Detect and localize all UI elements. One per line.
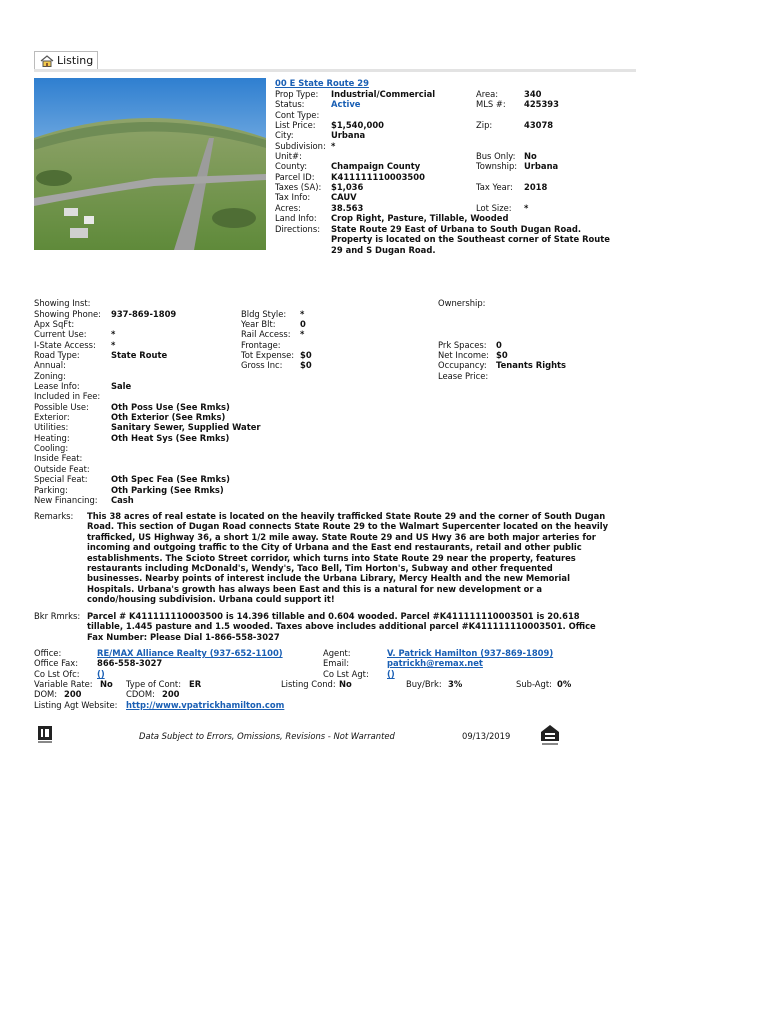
parking-label: Parking: bbox=[34, 485, 68, 495]
equal-housing-icon bbox=[540, 724, 560, 746]
gross-inc-label: Gross Inc: bbox=[241, 360, 283, 370]
net-income-value: $0 bbox=[496, 350, 508, 360]
subdivision-value: * bbox=[331, 141, 336, 151]
co-lst-ofc-link[interactable]: () bbox=[97, 669, 105, 679]
remarks-label: Remarks: bbox=[34, 511, 74, 521]
city-value: Urbana bbox=[331, 130, 366, 140]
city-label: City: bbox=[275, 130, 294, 140]
variable-rate-value: No bbox=[100, 679, 113, 689]
new-financing-value: Cash bbox=[111, 495, 134, 505]
tax-info-label: Tax Info: bbox=[275, 192, 311, 202]
taxes-value: $1,036 bbox=[331, 182, 364, 192]
i-state-access-label: I-State Access: bbox=[34, 340, 96, 350]
showing-phone-value: 937-869-1809 bbox=[111, 309, 177, 319]
prop-type-value: Industrial/Commercial bbox=[331, 89, 436, 99]
dom-label: DOM: bbox=[34, 689, 58, 699]
prop-type-label: Prop Type: bbox=[275, 89, 319, 99]
realtor-logo bbox=[38, 726, 52, 744]
county-label: County: bbox=[275, 161, 308, 171]
mls-value: 425393 bbox=[524, 99, 559, 109]
home-icon bbox=[40, 55, 54, 67]
area-value: 340 bbox=[524, 89, 542, 99]
type-of-cont-label: Type of Cont: bbox=[126, 679, 182, 689]
possible-use-value: Oth Poss Use (See Rmks) bbox=[111, 402, 230, 412]
print-date: 09/13/2019 bbox=[462, 731, 511, 741]
email-label: Email: bbox=[323, 658, 350, 668]
mls-label: MLS #: bbox=[476, 99, 506, 109]
prk-spaces-value: 0 bbox=[496, 340, 502, 350]
listing-cond-label: Listing Cond: bbox=[281, 679, 336, 689]
co-lst-agt-label: Co Lst Agt: bbox=[323, 669, 369, 679]
buy-brk-label: Buy/Brk: bbox=[406, 679, 442, 689]
tax-info-value: CAUV bbox=[331, 192, 357, 202]
road-type-label: Road Type: bbox=[34, 350, 80, 360]
remarks-text: This 38 acres of real estate is located on the heavily trafficked State Route 29 and the corner of South Dugan Road. This section of Dugan Road connects State Route 29 to the Walmart Supercenter located on the heavily trafficked, US Highway 36, a short 1/2 mile away. State Route 29 and US Hwy 36 are both major arteries for incoming and outgoing traffic to the City of Urbana and the East end restaurants, retail and other public establishments. The Scioto Street corridor, which turns into State Route 29 near the property, features restaurants including McDonald's, Wendy's, Taco Bell, Tim Horton's, Subway and other frequented businesses. Nearby points of interest include the Urbana Library, Mercy Health and the new Memorial Hospitals. Urbana's growth has always been East and this is a natural for new development or a condo/housing subdivision. Urbana could support it! bbox=[87, 511, 609, 605]
new-financing-label: New Financing: bbox=[34, 495, 98, 505]
exterior-label: Exterior: bbox=[34, 412, 70, 422]
status-value: Active bbox=[331, 99, 361, 109]
possible-use-label: Possible Use: bbox=[34, 402, 89, 412]
parcel-id-label: Parcel ID: bbox=[275, 172, 315, 182]
heating-label: Heating: bbox=[34, 433, 70, 443]
tab-underline bbox=[34, 69, 636, 72]
acres-value: 38.563 bbox=[331, 203, 364, 213]
county-value: Champaign County bbox=[331, 161, 421, 171]
bkr-remarks-text: Parcel # K411111110003500 is 14.396 tillable and 0.604 wooded. Parcel #K411111110003501 is 20.618 tillable, 1.445 pasture and 1.5 wooded. Taxes above includes additional parcel #K411111110003501. Office Fax Number: Please Dial 1-866-558-3027 bbox=[87, 611, 596, 642]
current-use-label: Current Use: bbox=[34, 329, 87, 339]
list-price-label: List Price: bbox=[275, 120, 316, 130]
office-fax-label: Office Fax: bbox=[34, 658, 79, 668]
type-of-cont-value: ER bbox=[189, 679, 202, 689]
rail-access-value: * bbox=[300, 329, 305, 339]
office-link[interactable]: RE/MAX Alliance Realty (937-652-1100) bbox=[97, 648, 283, 658]
tab-label: Listing bbox=[57, 54, 94, 67]
area-label: Area: bbox=[476, 89, 499, 99]
disclaimer: Data Subject to Errors, Omissions, Revisions - Not Warranted bbox=[139, 731, 395, 741]
directions-label: Directions: bbox=[275, 224, 321, 234]
cdom-value: 200 bbox=[162, 689, 180, 699]
utilities-value: Sanitary Sewer, Supplied Water bbox=[111, 422, 261, 432]
zip-label: Zip: bbox=[476, 120, 493, 130]
tot-expense-value: $0 bbox=[300, 350, 312, 360]
dom-value: 200 bbox=[64, 689, 82, 699]
heating-value: Oth Heat Sys (See Rmks) bbox=[111, 433, 230, 443]
tax-year-value: 2018 bbox=[524, 182, 548, 192]
lease-price-label: Lease Price: bbox=[438, 371, 489, 381]
occupancy-label: Occupancy: bbox=[438, 360, 487, 370]
list-price-value: $1,540,000 bbox=[331, 120, 384, 130]
listing-address-link[interactable]: 00 E State Route 29 bbox=[275, 78, 369, 88]
lot-size-value: * bbox=[524, 203, 529, 213]
showing-inst-label: Showing Inst: bbox=[34, 298, 91, 308]
variable-rate-label: Variable Rate: bbox=[34, 679, 93, 689]
township-label: Township: bbox=[476, 161, 518, 171]
listing-tab[interactable] bbox=[34, 51, 98, 70]
utilities-label: Utilities: bbox=[34, 422, 69, 432]
status-label: Status: bbox=[275, 99, 305, 109]
tax-year-label: Tax Year: bbox=[476, 182, 513, 192]
land-info-value: Crop Right, Pasture, Tillable, Wooded bbox=[331, 213, 509, 223]
lease-info-label: Lease Info: bbox=[34, 381, 80, 391]
bkr-remarks-label: Bkr Rmrks: bbox=[34, 611, 81, 621]
buy-brk-value: 3% bbox=[448, 679, 463, 689]
agent-link[interactable]: V. Patrick Hamilton (937-869-1809) bbox=[387, 648, 554, 658]
frontage-label: Frontage: bbox=[241, 340, 281, 350]
net-income-label: Net Income: bbox=[438, 350, 490, 360]
co-lst-agt-link[interactable]: () bbox=[387, 669, 395, 679]
land-info-label: Land Info: bbox=[275, 213, 317, 223]
apx-sqft-label: Apx SqFt: bbox=[34, 319, 75, 329]
zip-value: 43078 bbox=[524, 120, 554, 130]
zoning-label: Zoning: bbox=[34, 371, 66, 381]
listing-cond-value: No bbox=[339, 679, 352, 689]
annual-label: Annual: bbox=[34, 360, 66, 370]
parking-value: Oth Parking (See Rmks) bbox=[111, 485, 224, 495]
office-fax-value: 866-558-3027 bbox=[97, 658, 163, 668]
prk-spaces-label: Prk Spaces: bbox=[438, 340, 487, 350]
i-state-access-value: * bbox=[111, 340, 116, 350]
exterior-value: Oth Exterior (See Rmks) bbox=[111, 412, 226, 422]
office-label: Office: bbox=[34, 648, 62, 658]
gross-inc-value: $0 bbox=[300, 360, 312, 370]
email-link[interactable]: patrickh@remax.net bbox=[387, 658, 483, 668]
year-blt-value: 0 bbox=[300, 319, 306, 329]
directions-value: State Route 29 East of Urbana to South Dugan Road. Property is located on the Southeast corner of State Route 29 and S Dugan Road. bbox=[331, 224, 610, 255]
parcel-id-value: K411111110003500 bbox=[331, 172, 425, 182]
agent-website-link[interactable]: http://www.vpatrickhamilton.com bbox=[126, 700, 285, 710]
bus-only-label: Bus Only: bbox=[476, 151, 516, 161]
bus-only-value: No bbox=[524, 151, 537, 161]
property-photo[interactable] bbox=[34, 78, 266, 250]
lease-info-value: Sale bbox=[111, 381, 132, 391]
occupancy-value: Tenants Rights bbox=[496, 360, 567, 370]
showing-phone-label: Showing Phone: bbox=[34, 309, 101, 319]
outside-feat-label: Outside Feat: bbox=[34, 464, 90, 474]
inside-feat-label: Inside Feat: bbox=[34, 453, 83, 463]
bldg-style-value: * bbox=[300, 309, 305, 319]
special-feat-label: Special Feat: bbox=[34, 474, 88, 484]
lot-size-label: Lot Size: bbox=[476, 203, 512, 213]
rail-access-label: Rail Access: bbox=[241, 329, 291, 339]
year-blt-label: Year Blt: bbox=[241, 319, 276, 329]
agent-label: Agent: bbox=[323, 648, 351, 658]
taxes-label: Taxes (SA): bbox=[275, 182, 322, 192]
subdivision-label: Subdivision: bbox=[275, 141, 326, 151]
website-label: Listing Agt Website: bbox=[34, 700, 118, 710]
co-lst-ofc-label: Co Lst Ofc: bbox=[34, 669, 80, 679]
included-fee-label: Included in Fee: bbox=[34, 391, 101, 401]
tot-expense-label: Tot Expense: bbox=[241, 350, 295, 360]
special-feat-value: Oth Spec Fea (See Rmks) bbox=[111, 474, 230, 484]
sub-agt-label: Sub-Agt: bbox=[516, 679, 552, 689]
unit-label: Unit#: bbox=[275, 151, 302, 161]
current-use-value: * bbox=[111, 329, 116, 339]
cont-type-label: Cont Type: bbox=[275, 110, 320, 120]
cooling-label: Cooling: bbox=[34, 443, 69, 453]
ownership-label: Ownership: bbox=[438, 298, 486, 308]
acres-label: Acres: bbox=[275, 203, 301, 213]
bldg-style-label: Bldg Style: bbox=[241, 309, 287, 319]
cdom-label: CDOM: bbox=[126, 689, 155, 699]
township-value: Urbana bbox=[524, 161, 559, 171]
sub-agt-value: 0% bbox=[557, 679, 572, 689]
road-type-value: State Route bbox=[111, 350, 168, 360]
